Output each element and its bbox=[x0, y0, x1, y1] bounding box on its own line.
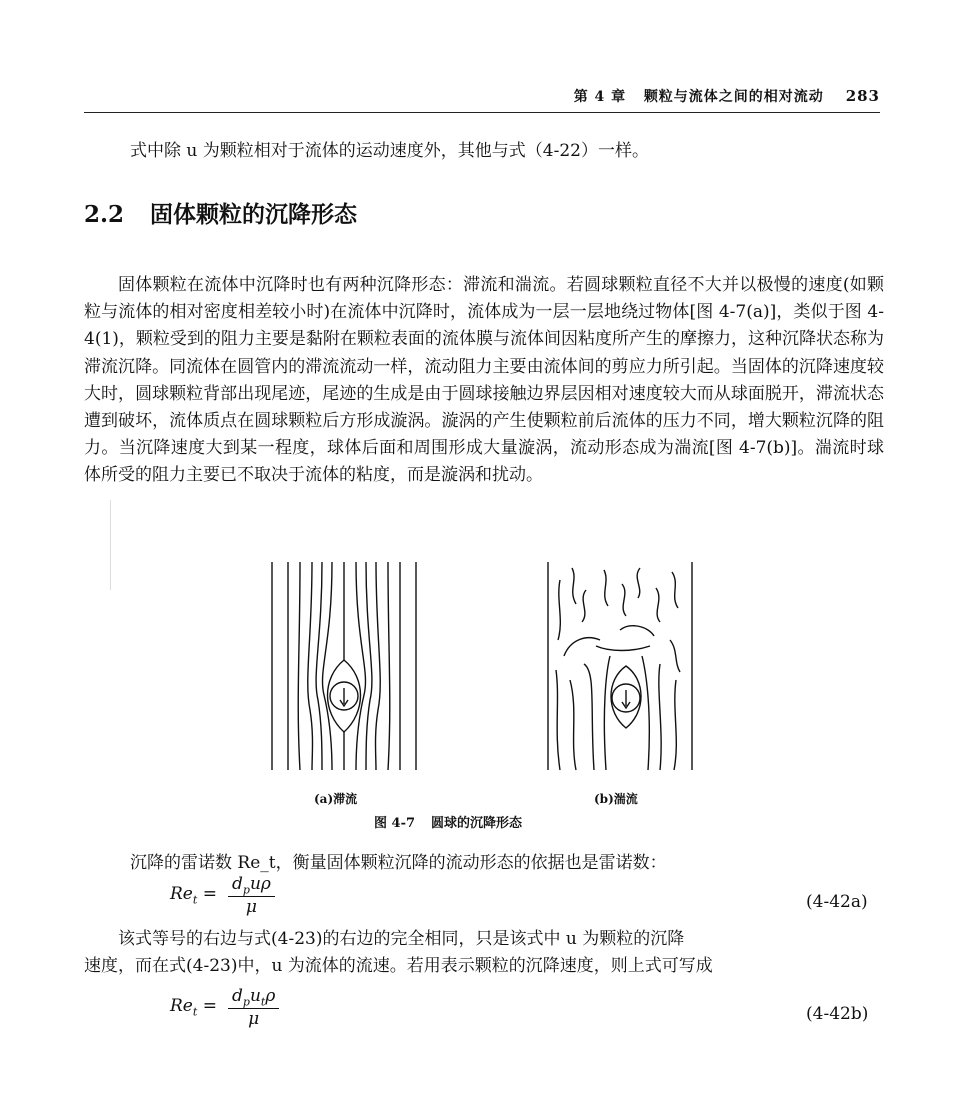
section-heading bbox=[84, 196, 357, 229]
paragraph-1 bbox=[84, 272, 884, 490]
equation-numerator bbox=[228, 874, 275, 897]
equation-4-42a bbox=[170, 874, 370, 924]
eq-num-sub: p bbox=[242, 995, 250, 1009]
equation-lhs: $Re_t$ = bbox=[170, 996, 217, 1019]
equation-fraction bbox=[228, 874, 275, 917]
figure-title bbox=[374, 812, 522, 831]
eq-num-sub: p bbox=[242, 883, 250, 897]
eq-num-d: d bbox=[232, 986, 243, 1006]
chapter-label: 第 4 章 bbox=[573, 89, 627, 105]
page-number: 283 bbox=[845, 87, 880, 105]
equation-fraction bbox=[228, 986, 279, 1029]
paragraph-2-line-2: 速度，而在式(4-23)中，u 为流体的流速。若用表示颗粒的沉降速度，则上式可写成 bbox=[84, 956, 713, 977]
figure-title-text: 圆球的沉降形态 bbox=[431, 816, 523, 831]
equation-denominator: μ bbox=[248, 1009, 260, 1030]
equation-number-a: (4-42a) bbox=[806, 892, 868, 912]
eq-num-u: u bbox=[249, 986, 261, 1006]
paragraph-2-line-1: 该式等号的右边与式(4-23)的右边的完全相同，只是该式中 u 为颗粒的沉降 bbox=[118, 929, 685, 949]
figure-label: 图 4-7 bbox=[374, 816, 416, 831]
eq-lhs-symbol: Re bbox=[170, 884, 193, 904]
equation-number-b: (4-42b) bbox=[806, 1004, 869, 1024]
eq-lhs-subscript: t bbox=[192, 893, 198, 907]
eq-num-d: d bbox=[232, 874, 243, 894]
equation-4-42b bbox=[170, 986, 370, 1036]
equation-lhs: $Re_t$ = bbox=[170, 884, 217, 907]
figure-4-7 bbox=[260, 560, 720, 790]
reynolds-intro-line: 沉降的雷诺数 Re_t，衡量固体颗粒沉降的流动形态的依据也是雷诺数： bbox=[130, 853, 667, 873]
eq-num-rest: uρ bbox=[249, 874, 271, 894]
section-number: 2.2 bbox=[84, 201, 125, 228]
section-title: 固体颗粒的沉降形态 bbox=[150, 201, 358, 228]
figure-caption-b: (b)湍流 bbox=[594, 792, 638, 806]
paragraph-2 bbox=[84, 926, 884, 980]
running-header bbox=[84, 86, 880, 113]
eq-lhs-symbol: Re bbox=[170, 996, 193, 1016]
scan-margin-line bbox=[110, 500, 111, 590]
laminar-flow-diagram bbox=[272, 562, 416, 770]
intro-line: 式中除 u 为颗粒相对于流体的运动速度外，其他与式（4-22）一样。 bbox=[130, 141, 649, 161]
eq-lhs-subscript: t bbox=[192, 1005, 198, 1019]
equation-numerator bbox=[228, 986, 279, 1009]
eq-num-rho: ρ bbox=[265, 986, 276, 1006]
eq-num-sub2: t bbox=[260, 995, 266, 1009]
equation-denominator: μ bbox=[245, 897, 257, 918]
turbulent-flow-diagram bbox=[548, 562, 692, 770]
figure-caption-a: (a)滞流 bbox=[314, 792, 358, 806]
paragraph-1-text: 固体颗粒在流体中沉降时也有两种沉降形态：滞流和湍流。若圆球颗粒直径不大并以极慢的速度(如颗粒与流体的相对密度相差较小时)在流体中沉降时，流体成为一层一层地绕过物体[图 4-7(a)]，类似于图 4-4(1)，颗粒受到的阻力主要是黏附在颗粒表面的流体膜与流体间因粘度所产生的摩擦力，这种沉降状态称为滞流沉降。同流体在圆管内的滞流流动一样，流动阻力主要由流体间的剪应力所引起。当固体的沉降速度较大时，圆球颗粒背部出现尾迹，尾迹的生成是由于圆球接触边界层因相对速度较大而从球面脱开，滞流状态遭到破坏，流体质点在圆球颗粒后方形成漩涡。漩涡的产生使颗粒前后流体的压力不同，增大颗粒沉降的阻力。当沉降速度大到某一程度，球体后面和周围形成大量漩涡，流动形态成为湍流[图 4-7(b)]。湍流时球体所受的阻力主要已不取决于流体的粘度，而是漩涡和扰动。 bbox=[84, 275, 884, 486]
chapter-title: 颗粒与流体之间的相对流动 bbox=[643, 89, 824, 105]
header-text bbox=[574, 86, 880, 106]
